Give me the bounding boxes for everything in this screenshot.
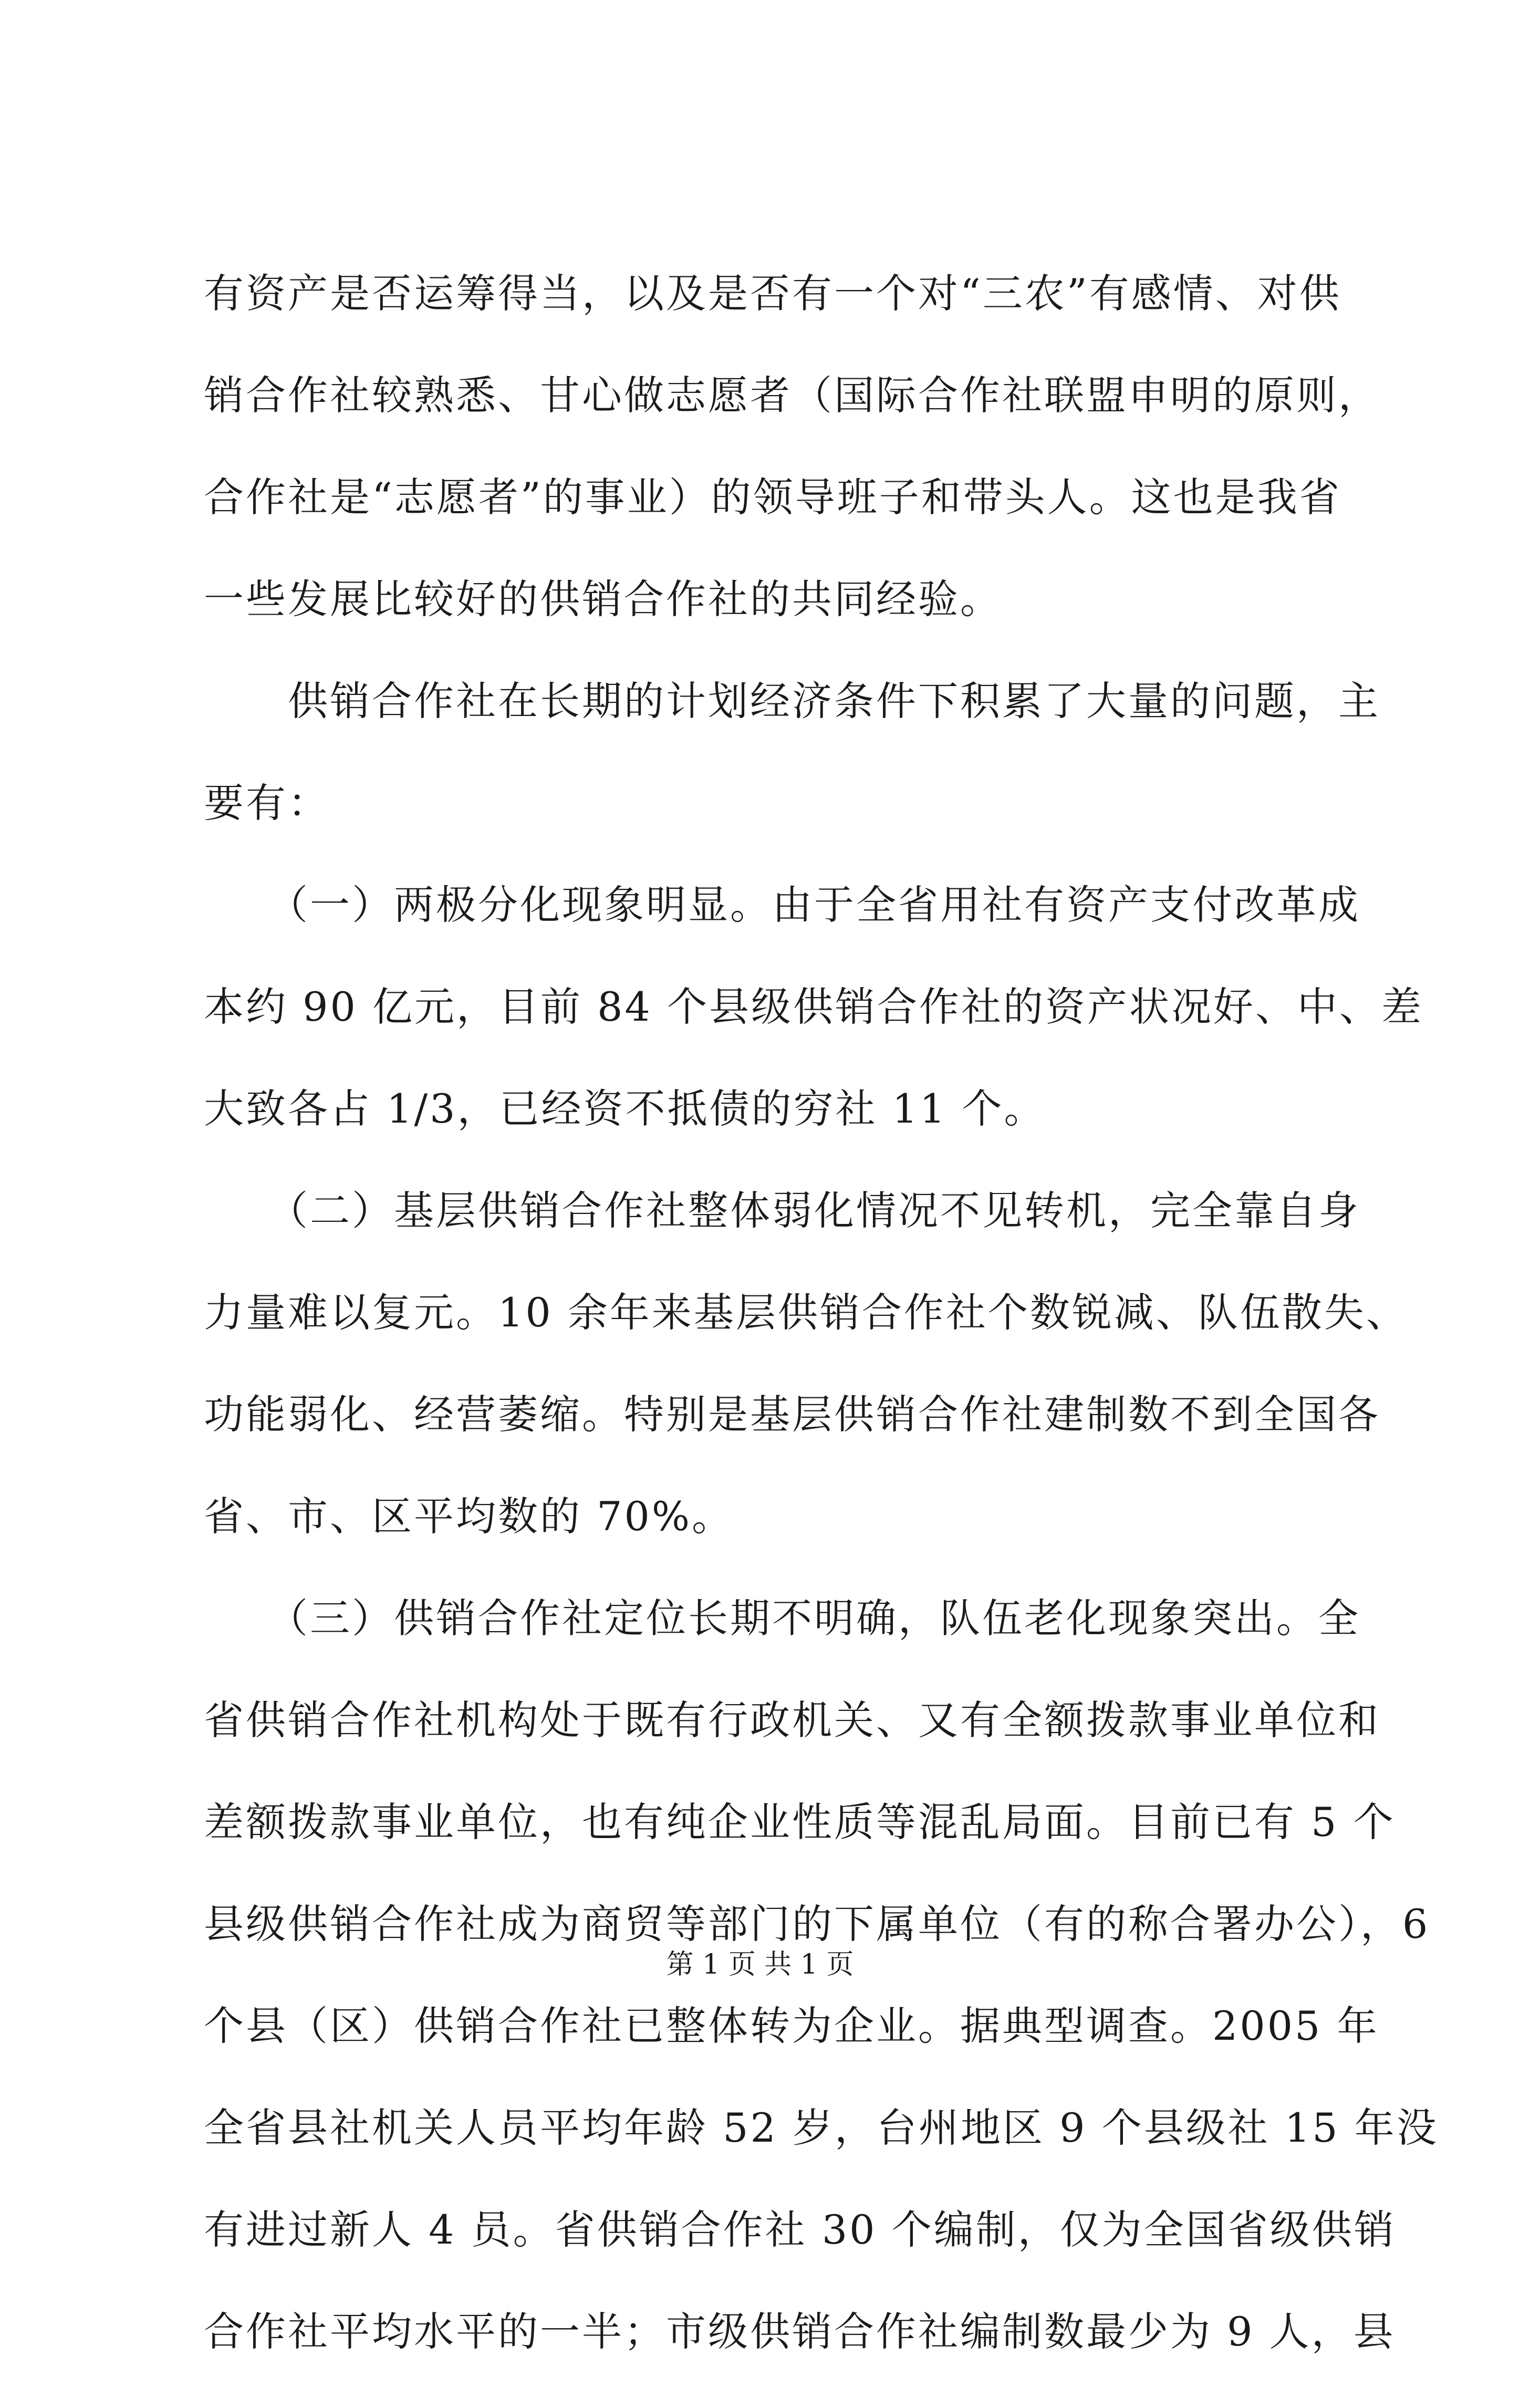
text-line: 省、市、区平均数的 70%。 [204,1493,734,1540]
text-line: 本约 90 亿元，目前 84 个县级供销合作社的资产状况好、中、差 [204,983,1424,1030]
text-line: 县级供销合作社成为商贸等部门的下属单位（有的称合署办公），6 [204,1901,1430,1947]
text-line: 合作社平均水平的一半；市级供销合作社编制数最少为 9 人，县 [204,2308,1396,2355]
text-line: （三）供销合作社定位长期不明确，队伍老化现象突出。全 [204,1595,1360,1642]
text-line: 一些发展比较好的供销合作社的共同经验。 [204,576,1002,622]
text-line: 合作社是“志愿者”的事业）的领导班子和带头人。这也是我省 [204,474,1341,521]
text-line: （一）两极分化现象明显。由于全省用社有资产支付改革成 [204,881,1360,928]
text-line: 个县（区）供销合作社已整体转为企业。据典型调查。2005 年 [204,2002,1379,2049]
text-line: 供销合作社在长期的计划经济条件下积累了大量的问题，主 [204,678,1380,724]
text-line: 全省县社机关人员平均年龄 52 岁，台州地区 9 个县级社 15 年没 [204,2104,1439,2151]
text-line: 大致各占 1/3，已经资不抵债的穷社 11 个。 [204,1085,1046,1132]
page-footer [0,1944,1520,1986]
text-line: 力量难以复元。10 余年来基层供销合作社个数锐减、队伍散失、 [204,1289,1408,1336]
text-line: 省供销合作社机构处于既有行政机关、又有全额拨款事业单位和 [204,1697,1380,1743]
text-line: 有资产是否运筹得当，以及是否有一个对“三农”有感情、对供 [204,270,1341,317]
text-line: 销合作社较熟悉、甘心做志愿者（国际合作社联盟申明的原则， [204,372,1380,419]
text-line: 功能弱化、经营萎缩。特别是基层供销合作社建制数不到全国各 [204,1391,1380,1438]
text-line: 要有： [204,780,330,826]
document-body [204,268,1439,2408]
text-line: 有进过新人 4 员。省供销合作社 30 个编制，仅为全国省级供销 [204,2206,1396,2253]
page-number-label: 第 1 页 共 1 页 [666,1949,854,1980]
text-line: （二）基层供销合作社整体弱化情况不见转机，完全靠自身 [204,1187,1360,1234]
text-line: 差额拨款事业单位，也有纯企业性质等混乱局面。目前已有 5 个 [204,1799,1396,1845]
